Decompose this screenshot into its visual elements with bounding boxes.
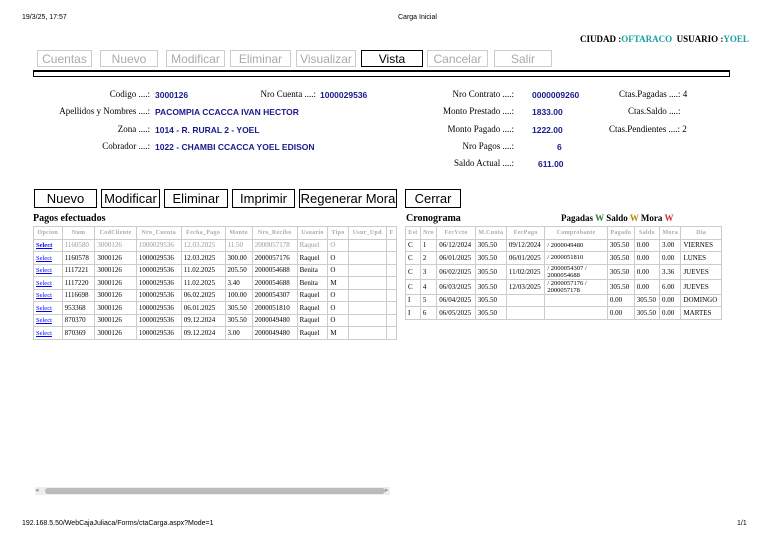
crono-col-header: Saldo	[634, 227, 659, 240]
select-link[interactable]: Select	[36, 267, 52, 275]
cronograma-cell: 06/05/2025	[437, 307, 475, 320]
crono-col-header: M.Cuota	[475, 227, 506, 240]
cronograma-cell: C	[406, 252, 421, 265]
pagos-cell: 1000029536	[136, 302, 181, 315]
pagos-cell	[386, 314, 396, 327]
legend-saldo-mark: W	[629, 213, 639, 223]
cronograma-row	[406, 239, 722, 252]
print-datetime: 19/3/25, 17:57	[22, 14, 67, 21]
pagos-cell	[348, 252, 386, 265]
ciudad-usuario	[580, 34, 749, 44]
pagos-cell: 06.02.2025	[181, 289, 225, 302]
pagos-cell: 3000126	[95, 314, 137, 327]
cronograma-cell: C	[406, 239, 421, 252]
pagos-cell: Benita	[297, 264, 328, 277]
crono-col-header: Nro	[420, 227, 436, 240]
pagos-col-header: Fecha_Pago	[181, 227, 225, 240]
saldo-actual-label: Saldo Actual ....:	[454, 158, 514, 168]
cuentas-button[interactable]: Cuentas	[37, 50, 92, 67]
cronograma-row	[406, 264, 722, 279]
legend-saldo: Saldo	[606, 213, 628, 223]
cobrador-value: 1022 - CHAMBI CCACCA YOEL EDISON	[155, 142, 315, 152]
crono-col-header: Comprobante	[545, 227, 608, 240]
cronograma-cell	[506, 307, 544, 320]
pagos-col-header: CodCliente	[95, 227, 137, 240]
cronograma-cell: 06/12/2024	[437, 239, 475, 252]
cronograma-cell: 3.36	[660, 264, 681, 279]
usuario-value: YOEL	[723, 34, 749, 44]
pagos-col-header: Tipo	[328, 227, 348, 240]
pagos-row	[34, 239, 397, 252]
nro-contrato-value: 0000009260	[532, 90, 580, 100]
pagos-cell: 1000029536	[136, 252, 181, 265]
pagos-cell: 2000057178	[252, 239, 297, 252]
cronograma-cell: 12/03/2025	[506, 279, 544, 294]
pagos-cell: Raquel	[297, 327, 328, 340]
pagos-col-header: Monto	[225, 227, 252, 240]
cronograma-cell: 305.50	[475, 307, 506, 320]
cronograma-cell: I	[406, 307, 421, 320]
pagos-row	[34, 289, 397, 302]
nombres-label: Apellidos y Nombres ....:	[59, 106, 150, 116]
pagos-cell: 09.12.2024	[181, 327, 225, 340]
pagos-cell	[386, 302, 396, 315]
cronograma-cell: C	[406, 279, 421, 294]
modificar-button[interactable]: Modificar	[166, 50, 225, 67]
cronograma-cell: 4	[420, 279, 436, 294]
ciudad-value: OFTARACO	[621, 34, 673, 44]
pagos-col-header: F	[386, 227, 396, 240]
select-link[interactable]: Select	[36, 279, 52, 287]
pagos-cell: 1000029536	[136, 327, 181, 340]
pagos-cell	[34, 327, 63, 340]
pagos-row	[34, 314, 397, 327]
cronograma-cell	[545, 307, 608, 320]
pagos-row	[34, 277, 397, 290]
cronograma-cell: 305.50	[475, 264, 506, 279]
pagos-cell: 11.02.2025	[181, 264, 225, 277]
legend-mora: Mora	[640, 213, 663, 223]
pagos-cell	[386, 289, 396, 302]
ctas-pendientes: Ctas.Pendientes ....: 2	[609, 124, 687, 134]
pagos-cell: 205.50	[225, 264, 252, 277]
page-url: 192.168.5.50/WebCajaJuliaca/Forms/ctaCarga.aspx?Mode=1	[22, 520, 214, 527]
cronograma-cell: 0.00	[634, 239, 659, 252]
pagos-cell: O	[328, 264, 348, 277]
pagos-cell	[386, 327, 396, 340]
cronograma-row	[406, 294, 722, 307]
nuevo-button[interactable]: Nuevo	[100, 50, 158, 67]
pagos-cell: 12.03.2025	[181, 252, 225, 265]
cronograma-title: Cronograma	[406, 213, 461, 224]
cronograma-cell: MARTES	[681, 307, 722, 320]
cronograma-cell: 305.50	[634, 294, 659, 307]
cronograma-cell: 305.50	[475, 279, 506, 294]
nro-contrato-label: Nro Contrato ....:	[452, 89, 514, 99]
pagos-col-header: Opcion	[34, 227, 63, 240]
scrollbar-thumb[interactable]	[45, 488, 385, 494]
pagos-cell: Raquel	[297, 252, 328, 265]
cronograma-cell: JUEVES	[681, 279, 722, 294]
pagos-cell: O	[328, 314, 348, 327]
pagos-cell: O	[328, 239, 348, 252]
pagos-cell	[348, 277, 386, 290]
pagos-cell	[34, 302, 63, 315]
pagos-cell: M	[328, 277, 348, 290]
cronograma-cell: 305.50	[607, 252, 634, 265]
cronograma-cell: 0.00	[607, 307, 634, 320]
monto-prestado-value: 1833.00	[532, 107, 563, 117]
page-title: Carga Inicial	[398, 14, 437, 21]
pagos-cell: Raquel	[297, 289, 328, 302]
monto-pagado-value: 1222.00	[532, 125, 563, 135]
pagos-table	[33, 226, 397, 340]
pagos-cell: 870369	[62, 327, 95, 340]
legend-pagadas: Pagadas	[561, 213, 594, 223]
pagos-cell: 305.50	[225, 314, 252, 327]
pagos-cell: 3000126	[95, 277, 137, 290]
saldo-actual-value: 611.00	[538, 159, 564, 169]
pagos-col-header: Nro_Recibo	[252, 227, 297, 240]
pagos-cell	[34, 314, 63, 327]
cronograma-cell: 06/02/2025	[437, 264, 475, 279]
pagos-title: Pagos efectuados	[33, 213, 106, 224]
cronograma-cell: 0.00	[634, 252, 659, 265]
pagos-cell: 3000126	[95, 252, 137, 265]
pagos-cell: 2000054688	[252, 264, 297, 277]
cronograma-cell: / 2000054307 / 2000054688	[545, 264, 608, 279]
ctas-pagadas: Ctas.Pagadas ....: 4	[619, 89, 688, 99]
cronograma-cell: 0.00	[660, 294, 681, 307]
pagos-cell: Raquel	[297, 314, 328, 327]
cronograma-cell: 06/01/2025	[506, 252, 544, 265]
pagos-cell: 11.02.2025	[181, 277, 225, 290]
pagos-cell: O	[328, 302, 348, 315]
cronograma-cell: 5	[420, 294, 436, 307]
pagos-cell: 12.03.2025	[181, 239, 225, 252]
pagos-cell	[34, 277, 63, 290]
cronograma-cell: 3.00	[660, 239, 681, 252]
modificar-pago-button[interactable]: Modificar	[101, 189, 160, 208]
horizontal-scrollbar[interactable]	[35, 487, 390, 495]
select-link[interactable]: Select	[36, 317, 52, 325]
pagos-cell: 1000029536	[136, 314, 181, 327]
eliminar-pago-button[interactable]: Eliminar	[164, 189, 228, 208]
pagos-cell: 09.12.2024	[181, 314, 225, 327]
select-link[interactable]: Select	[36, 254, 52, 262]
codigo-label: Codigo ....:	[109, 89, 150, 99]
cronograma-cell: / 2000051810	[545, 252, 608, 265]
pagos-cell: 2000054688	[252, 277, 297, 290]
cronograma-row	[406, 252, 722, 265]
pagos-cell: 3000126	[95, 239, 137, 252]
pagos-cell: 100.00	[225, 289, 252, 302]
cronograma-cell: 305.50	[607, 279, 634, 294]
pagos-cell: 1117221	[62, 264, 95, 277]
pagos-cell: 3000126	[95, 264, 137, 277]
ciudad-label: CIUDAD :	[580, 34, 622, 44]
legend-pagadas-mark: W	[595, 213, 604, 223]
pagos-row	[34, 264, 397, 277]
pagos-cell: 953368	[62, 302, 95, 315]
zona-label: Zona ....:	[117, 124, 150, 134]
cronograma-legend	[561, 213, 674, 223]
cronograma-cell: 0.00	[660, 252, 681, 265]
visualizar-button[interactable]: Visualizar	[296, 50, 356, 67]
crono-col-header: FecPago	[506, 227, 544, 240]
pagos-col-header: Num	[62, 227, 95, 240]
vista-button[interactable]: Vista	[361, 50, 423, 67]
pagos-cell: 870370	[62, 314, 95, 327]
nuevo-pago-button[interactable]: Nuevo	[34, 189, 97, 208]
regenerar-mora-button[interactable]: Regenerar Mora	[300, 191, 396, 206]
pagos-row	[34, 327, 397, 340]
pagos-cell: O	[328, 289, 348, 302]
cronograma-cell: 1	[420, 239, 436, 252]
pagos-col-header: Nro_Cuenta	[136, 227, 181, 240]
cronograma-cell: 0.00	[634, 264, 659, 279]
monto-prestado-label: Monto Prestado ....:	[443, 106, 514, 116]
pagos-cell: Benita	[297, 277, 328, 290]
pagos-cell: 3.00	[225, 327, 252, 340]
select-link[interactable]: Select	[36, 329, 52, 337]
pagos-cell: 2000051810	[252, 302, 297, 315]
pagos-col-header: Usuario	[297, 227, 328, 240]
pagos-cell: 3.40	[225, 277, 252, 290]
select-link[interactable]: Select	[36, 292, 52, 300]
cronograma-cell	[506, 294, 544, 307]
cronograma-cell: 3	[420, 264, 436, 279]
imprimir-button[interactable]: Imprimir	[232, 189, 295, 208]
cronograma-cell: DOMINGO	[681, 294, 722, 307]
codigo-value: 3000126	[155, 90, 189, 100]
cronograma-cell: C	[406, 264, 421, 279]
pagos-cell: 1000029536	[136, 289, 181, 302]
cancelar-button[interactable]: Cancelar	[427, 50, 488, 67]
pagos-cell: 2000049480	[252, 314, 297, 327]
pagos-cell: 1160578	[62, 252, 95, 265]
pagos-cell: 3000126	[95, 302, 137, 315]
pagos-cell	[34, 289, 63, 302]
pagos-cell: M	[328, 327, 348, 340]
nro-pagos-value: 6	[557, 142, 562, 152]
pagos-cell	[34, 252, 63, 265]
salir-button[interactable]: Salir	[494, 50, 552, 67]
pagos-cell: 11.50	[225, 239, 252, 252]
pagos-cell: 305.50	[225, 302, 252, 315]
cronograma-cell: 09/12/2024	[506, 239, 544, 252]
cronograma-cell: 6	[420, 307, 436, 320]
pagos-cell: 2000054307	[252, 289, 297, 302]
pagos-cell	[348, 314, 386, 327]
crono-col-header: FecVcto	[437, 227, 475, 240]
cronograma-cell: 0.00	[607, 294, 634, 307]
pagos-cell	[386, 277, 396, 290]
eliminar-button[interactable]: Eliminar	[230, 50, 291, 67]
cronograma-row	[406, 279, 722, 294]
cronograma-cell: 305.50	[634, 307, 659, 320]
pagos-cell: O	[328, 252, 348, 265]
pagos-cell: Raquel	[297, 302, 328, 315]
pagos-cell: 3000126	[95, 327, 137, 340]
cerrar-button[interactable]: Cerrar	[405, 189, 461, 208]
pagos-cell	[34, 239, 63, 252]
pagos-col-header: Usur_Upd	[348, 227, 386, 240]
cronograma-cell: 11/02/2025	[506, 264, 544, 279]
toolbar-divider	[33, 70, 730, 77]
crono-col-header: Pagado	[607, 227, 634, 240]
cronograma-cell: VIERNES	[681, 239, 722, 252]
pagos-cell: 1000029536	[136, 239, 181, 252]
pagos-cell: 2000049480	[252, 327, 297, 340]
cronograma-table	[405, 226, 722, 320]
pagos-cell	[386, 252, 396, 265]
pagos-cell: 2000057176	[252, 252, 297, 265]
cronograma-cell: 2	[420, 252, 436, 265]
pagos-cell: 300.00	[225, 252, 252, 265]
select-link[interactable]: Select	[36, 242, 53, 250]
pagos-cell: 06.01.2025	[181, 302, 225, 315]
pagos-cell: 1117220	[62, 277, 95, 290]
monto-pagado-label: Monto Pagado ....:	[447, 124, 514, 134]
cronograma-cell: 06/03/2025	[437, 279, 475, 294]
pagos-cell	[34, 264, 63, 277]
pagos-cell	[386, 239, 396, 252]
pagos-cell: 1000029536	[136, 264, 181, 277]
pagos-row	[34, 252, 397, 265]
cronograma-cell: LUNES	[681, 252, 722, 265]
cobrador-label: Cobrador ....:	[102, 141, 150, 151]
ctas-saldo: Ctas.Saldo ....:	[628, 106, 681, 116]
scroll-left-icon[interactable]: ◂	[35, 487, 39, 494]
pagos-cell	[348, 264, 386, 277]
cronograma-cell: / 2000057176 / 2000057178	[545, 279, 608, 294]
pagos-cell	[348, 327, 386, 340]
legend-mora-mark: W	[664, 213, 674, 223]
crono-col-header: Mora	[660, 227, 681, 240]
page-number: 1/1	[737, 520, 747, 527]
pagos-cell: 1160580	[62, 239, 95, 252]
cronograma-cell: 305.50	[475, 294, 506, 307]
nro-pagos-label: Nro Pagos ....:	[462, 141, 514, 151]
cronograma-cell: 06/01/2025	[437, 252, 475, 265]
cronograma-cell: 305.50	[475, 239, 506, 252]
cronograma-cell	[545, 294, 608, 307]
pagos-row	[34, 302, 397, 315]
pagos-cell	[348, 302, 386, 315]
crono-col-header: Dia	[681, 227, 722, 240]
cronograma-cell: 6.00	[660, 279, 681, 294]
nro-cuenta-label: Nro Cuenta ....:	[260, 89, 316, 99]
pagos-cell: 1116698	[62, 289, 95, 302]
cronograma-cell: 305.50	[607, 264, 634, 279]
cronograma-cell: / 2000049480	[545, 239, 608, 252]
cronograma-cell: I	[406, 294, 421, 307]
select-link[interactable]: Select	[36, 304, 52, 312]
cronograma-cell: 06/04/2025	[437, 294, 475, 307]
nro-cuenta-value: 1000029536	[320, 90, 368, 100]
crono-col-header: Est	[406, 227, 421, 240]
pagos-cell	[348, 239, 386, 252]
cronograma-cell: 305.50	[607, 239, 634, 252]
scroll-right-icon[interactable]: ▸	[385, 487, 389, 494]
zona-value: 1014 - R. RURAL 2 - YOEL	[155, 125, 260, 135]
cronograma-cell: JUEVES	[681, 264, 722, 279]
cronograma-cell: 0.00	[660, 307, 681, 320]
pagos-cell: 3000126	[95, 289, 137, 302]
cronograma-row	[406, 307, 722, 320]
pagos-cell: Raquel	[297, 239, 328, 252]
nombres-value: PACOMPIA CCACCA IVAN HECTOR	[155, 107, 299, 117]
pagos-cell	[386, 264, 396, 277]
pagos-cell: 1000029536	[136, 277, 181, 290]
cronograma-cell: 305.50	[475, 252, 506, 265]
usuario-label: USUARIO :	[676, 34, 724, 44]
cronograma-cell: 0.00	[634, 279, 659, 294]
pagos-cell	[348, 289, 386, 302]
